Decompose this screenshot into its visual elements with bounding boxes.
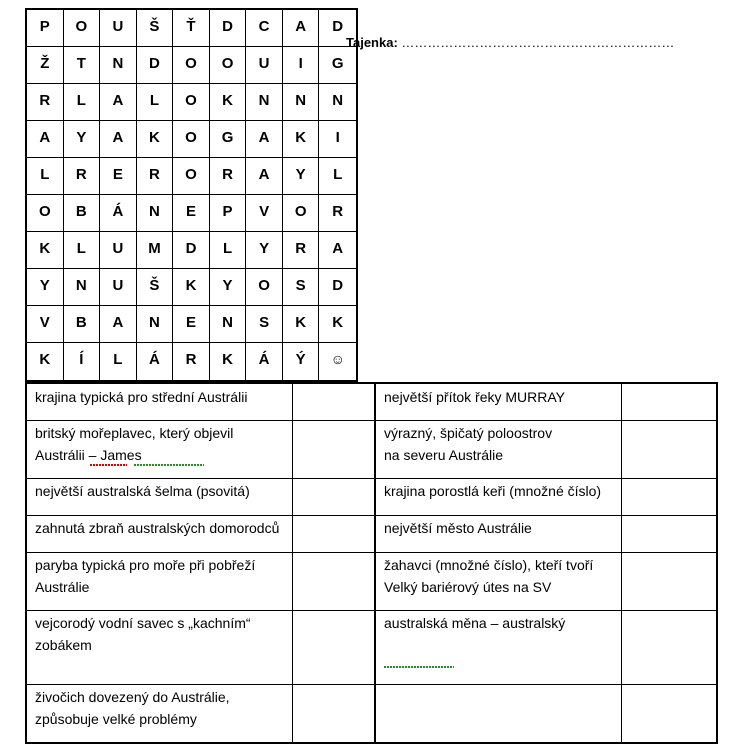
grid-cell: S (283, 269, 320, 306)
grid-cell: S (246, 306, 283, 343)
clue-left-4: zahnutá zbraň australských domorodců (35, 520, 280, 536)
grid-cell: A (100, 306, 137, 343)
grid-cell: K (319, 306, 356, 343)
grid-cell: N (319, 84, 356, 121)
grid-cell: A (283, 10, 320, 47)
grid-cell: L (100, 343, 137, 380)
clue-left-3: největší australská šelma (psovitá) (35, 483, 250, 499)
grid-cell: B (64, 306, 101, 343)
clue-left-7: živočich dovezený do Austrálie, způsobuje velké problémy (35, 689, 230, 727)
grid-cell: R (137, 158, 174, 195)
spellcheck-underline (90, 464, 127, 466)
grid-cell: L (319, 158, 356, 195)
grid-cell: O (64, 10, 101, 47)
clue-left-5: paryba typická pro moře při pobřeží Austrálie (35, 557, 256, 595)
grid-cell: B (64, 195, 101, 232)
grid-cell: O (173, 121, 210, 158)
grid-cell: M (137, 232, 174, 269)
grid-cell: K (173, 269, 210, 306)
grid-cell: O (173, 158, 210, 195)
grid-cell: V (27, 306, 64, 343)
grid-cell: R (319, 195, 356, 232)
grammar-underline (384, 666, 454, 668)
grid-cell: A (100, 84, 137, 121)
grid-cell: R (210, 158, 247, 195)
grid-cell: R (27, 84, 64, 121)
tajenka (346, 35, 674, 50)
grid-cell: L (64, 84, 101, 121)
grid-cell: D (173, 232, 210, 269)
grid-cell: A (319, 232, 356, 269)
grid-cell: Y (210, 269, 247, 306)
grid-cell: K (210, 84, 247, 121)
grid-cell: N (210, 306, 247, 343)
grid-cell: Á (137, 343, 174, 380)
grid-cell: E (100, 158, 137, 195)
grid-cell: Ť (173, 10, 210, 47)
grid-cell: K (27, 343, 64, 380)
clue-right-4: největší město Austrálie (384, 520, 532, 536)
grid-cell: P (210, 195, 247, 232)
grid-cell: R (173, 343, 210, 380)
grid-cell: E (173, 306, 210, 343)
clue-left-6: vejcorodý vodní savec s „kachním“ zobákem (35, 615, 251, 653)
grid-cell: D (319, 269, 356, 306)
clue-right-6: australská měna – australský (384, 615, 566, 631)
grid-cell: D (210, 10, 247, 47)
grid-cell: N (137, 195, 174, 232)
grid-cell: U (100, 232, 137, 269)
grid-cell: N (283, 84, 320, 121)
grammar-underline (134, 464, 204, 466)
grid-cell: A (246, 158, 283, 195)
grid-cell: I (283, 47, 320, 84)
grid-cell: Š (137, 269, 174, 306)
grid-cell: N (137, 306, 174, 343)
grid-cell: E (173, 195, 210, 232)
clue-left-2: britský mořeplavec, který objevil Austrálii – James (35, 425, 234, 463)
grid-cell: G (210, 121, 247, 158)
clue-right-1: největší přítok řeky MURRAY (384, 389, 566, 405)
grid-cell: R (283, 232, 320, 269)
grid-cell: U (100, 269, 137, 306)
clue-left-1: krajina typická pro střední Austrálii (35, 389, 248, 405)
grid-cell: A (246, 121, 283, 158)
clue-table (25, 382, 718, 744)
grid-cell: K (210, 343, 247, 380)
grid-cell: R (64, 158, 101, 195)
grid-cell: O (210, 47, 247, 84)
grid-cell: O (27, 195, 64, 232)
grid-cell: Ž (27, 47, 64, 84)
grid-cell: D (137, 47, 174, 84)
grid-cell: U (100, 10, 137, 47)
grid-cell: Y (246, 232, 283, 269)
clue-right-2: výrazný, špičatý poloostrov na severu Austrálie (384, 425, 553, 463)
grid-cell: Á (246, 343, 283, 380)
grid-cell: Y (64, 121, 101, 158)
grid-cell: Y (283, 158, 320, 195)
grid-cell: P (27, 10, 64, 47)
grid-cell: G (319, 47, 356, 84)
tajenka-answer-line: ……………………………………………………… (401, 35, 675, 50)
grid-cell: O (173, 84, 210, 121)
grid-cell: L (64, 232, 101, 269)
grid-cell: V (246, 195, 283, 232)
grid-cell: Ý (283, 343, 320, 380)
grid-cell: Y (27, 269, 64, 306)
grid-cell: K (137, 121, 174, 158)
grid-cell: K (283, 306, 320, 343)
grid-cell: K (27, 232, 64, 269)
grid-cell: N (246, 84, 283, 121)
grid-cell: A (100, 121, 137, 158)
grid-cell: T (64, 47, 101, 84)
grid-cell: Š (137, 10, 174, 47)
grid-cell: O (246, 269, 283, 306)
letter-grid (25, 8, 358, 382)
grid-cell: Í (64, 343, 101, 380)
grid-cell: L (137, 84, 174, 121)
grid-cell: U (246, 47, 283, 84)
clue-right-3: krajina porostlá keři (množné číslo) (384, 483, 602, 499)
grid-cell: L (210, 232, 247, 269)
tajenka-label: Tajenka: (346, 35, 398, 50)
grid-cell: O (283, 195, 320, 232)
grid-cell: A (27, 121, 64, 158)
grid-cell: O (173, 47, 210, 84)
clue-right-5: žahavci (množné číslo), kteří tvoří Velký bariérový útes na SV (384, 557, 594, 595)
grid-cell: N (100, 47, 137, 84)
grid-cell: K (283, 121, 320, 158)
grid-cell: C (246, 10, 283, 47)
smiley-icon: ☺ (330, 351, 345, 367)
grid-cell: L (27, 158, 64, 195)
grid-cell: D (319, 10, 356, 47)
grid-cell: N (64, 269, 101, 306)
grid-cell: I (319, 121, 356, 158)
grid-cell: Á (100, 195, 137, 232)
